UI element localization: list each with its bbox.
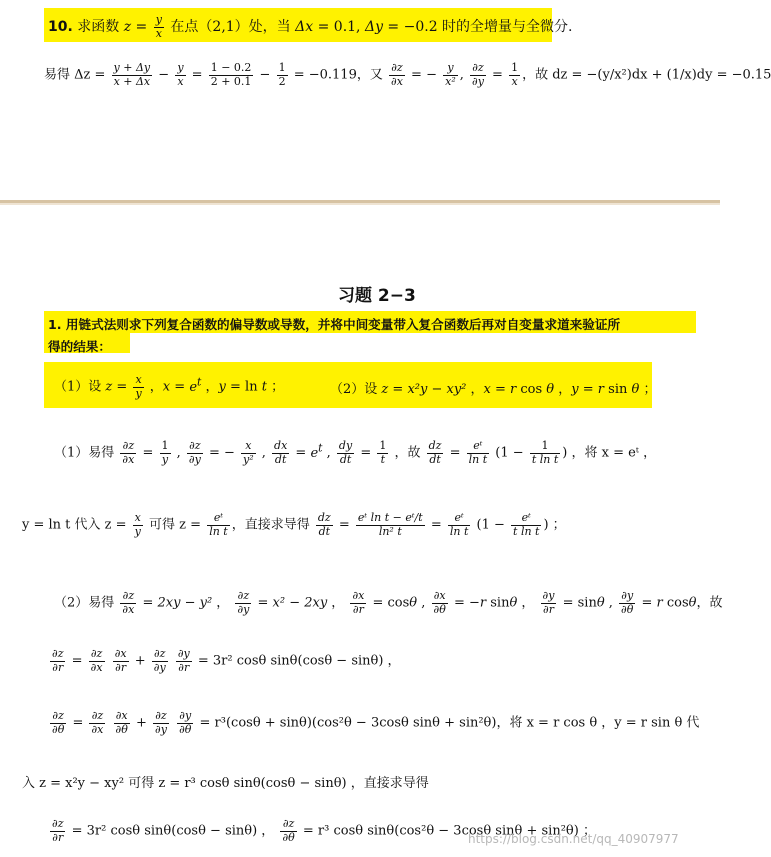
page-separator-shadow <box>0 203 720 205</box>
problem-1-part-2: （2）设 z = x²y − xy² ，x = r cos θ ，y = r sin θ ； <box>330 382 657 397</box>
differential-result: ，故 dz = −(y/x²)dx + (1/x)dy = −0.15 <box>522 67 771 83</box>
final-dz-dtheta: = r³ cosθ sinθ(cos²θ − 3cosθ sinθ + sin²θ) ； <box>302 823 596 839</box>
problem-10-statement: 10. 求函数 z = $\frac{y}{x}$ 在点（2,1）处，当 Δx = 0.1, Δy = −0.2 时的全增量与全微分. <box>48 13 573 40</box>
middle-text: ，又 <box>356 67 383 83</box>
problem-1-part-1: （1）设 z = $\frac{x}{y}$ ，$x = e^t$ ，y = ln t ； <box>54 373 285 400</box>
solution-1-part-2-line1: （2）易得 $\frac{\partial z}{\partial x}$ = 2xy − y² ， $\frac{\partial z}{\partial y}$ = x² − 2xy ， $\frac{\partial x}{\partial r}$ = cosθ , $\frac{\partial x}{\partial\theta}$ = −r sinθ ， $\frac{\partial y}{\partial r}$ = sinθ , $\frac{\partial y}{\partial\theta}$ = r cosθ，故 <box>54 589 723 616</box>
solution-1-substitution-line: 入 z = x²y − xy² 可得 z = r³ cosθ sinθ(cosθ − sinθ) ，直接求导得 <box>22 776 429 791</box>
solution-1-eq-dz-dtheta: $\frac{\partial z}{\partial\theta}$ = $\frac{\partial z}{\partial x}$ $\frac{\partial x}{\partial\theta}$ + $\frac{\partial z}{\partial y}$ $\frac{\partial y}{\partial\theta}$ = r³(cosθ + sinθ)(cos²θ − 3cosθ sinθ + sin²θ)，将 x = r cos θ ，y = r sin θ 代 <box>52 709 700 736</box>
solution-1-p2-prefix: （2）易得 <box>54 595 115 611</box>
solution-1-final-line: $\frac{\partial z}{\partial r}$ = 3r² cosθ sinθ(cosθ − sinθ) ， $\frac{\partial z}{\partial\theta}$ = r³ cosθ sinθ(cos²θ − 3cosθ sinθ + sin²θ) ； <box>52 817 596 844</box>
fraction-y-over-x: $\frac{y}{x}$ <box>155 13 162 40</box>
solution-1-eq-dz-dr: $\frac{\partial z}{\partial r}$ = $\frac{\partial z}{\partial x}$ $\frac{\partial x}{\partial r}$ + $\frac{\partial z}{\partial y}$ $\frac{\partial y}{\partial r}$ = 3r² cosθ sinθ(cosθ − sinθ) ， <box>52 647 401 674</box>
solution-10: 易得 Δz = $\frac{y + \Delta y}{x + \Delta x}$ − $\frac{y}{x}$ = $\frac{1 - 0.2}{2 + 0.1}$ − $\frac{1}{2}$ = −0.119，又 $\frac{\partial z}{\partial x}$ = − $\frac{y}{\text{x²}}$ , $\frac{\partial z}{\partial y}$ = $\frac{1}{x}$ ，故 dz = −(y/x²)dx + (1/x)dy = −0.15 <box>44 61 771 88</box>
final-dz-dr: = 3r² cosθ sinθ(cosθ − sinθ) ， <box>71 823 275 839</box>
eq-dz-dr-result: = 3r² cosθ sinθ(cosθ − sinθ) ， <box>197 653 401 669</box>
solution-1-p1-tail: ，将 x = eᵗ ， <box>571 445 657 461</box>
section-title: 习题 2−3 <box>338 286 416 306</box>
eq-dz-dtheta-result: = r³(cosθ + sinθ)(cos²θ − 3cosθ sinθ + sin²θ)，将 x = r cos θ ，y = r sin θ 代 <box>199 715 700 731</box>
solution-1-p1-subst-b: 可得 z = <box>149 517 202 533</box>
solution-1-p1-prefix: （1）易得 <box>54 445 115 461</box>
problem-number: 10. <box>48 19 73 36</box>
problem-1-line1: 1. 用链式法则求下列复合函数的偏导数或导数，并将中间变量带入复合函数后再对自变量求道来验证所 <box>48 317 621 332</box>
solution-10-prefix: 易得 Δz = <box>44 67 106 83</box>
watermark: https://blog.csdn.net/qq_40907977 <box>468 832 679 846</box>
increment-value: = −0.119 <box>293 67 357 83</box>
problem-1-line2: 得的结果： <box>48 339 111 354</box>
solution-1-p1-subst-a: y = ln t 代入 z = <box>22 517 127 533</box>
solution-1-part-1-line1: （1）易得 $\frac{\partial z}{\partial x}$ = $\frac{1}{y}$ , $\frac{\partial z}{\partial y}$ = − $\frac{x}{\text{y²}}$ , $\frac{dx}{dt}$ = $e^t$ , $\frac{dy}{dt}$ = $\frac{1}{t}$ ，故 $\frac{dz}{dt}$ = $\frac{\text{eᵗ}}{\text{ln t}}$ (1 − $\frac{1}{\text{t ln t}}$ ) ，将 x = eᵗ ， <box>54 439 657 466</box>
solution-1-p2-tail: ，故 <box>696 595 723 611</box>
solution-1-part-1-line2: y = ln t 代入 z = $\frac{x}{y}$ 可得 z = $\frac{\text{eᵗ}}{\text{ln t}}$ ，直接求导得 $\frac{dz}{dt}$ = $\frac{\text{eᵗ ln t − eᵗ/t}}{\text{ln² t}}$ = $\frac{\text{eᵗ}}{\text{ln t}}$ (1 − $\frac{\text{eᵗ}}{\text{t ln t}}$ ) ； <box>22 511 566 538</box>
solution-1-p1-subst-c: ，直接求导得 <box>231 517 310 533</box>
